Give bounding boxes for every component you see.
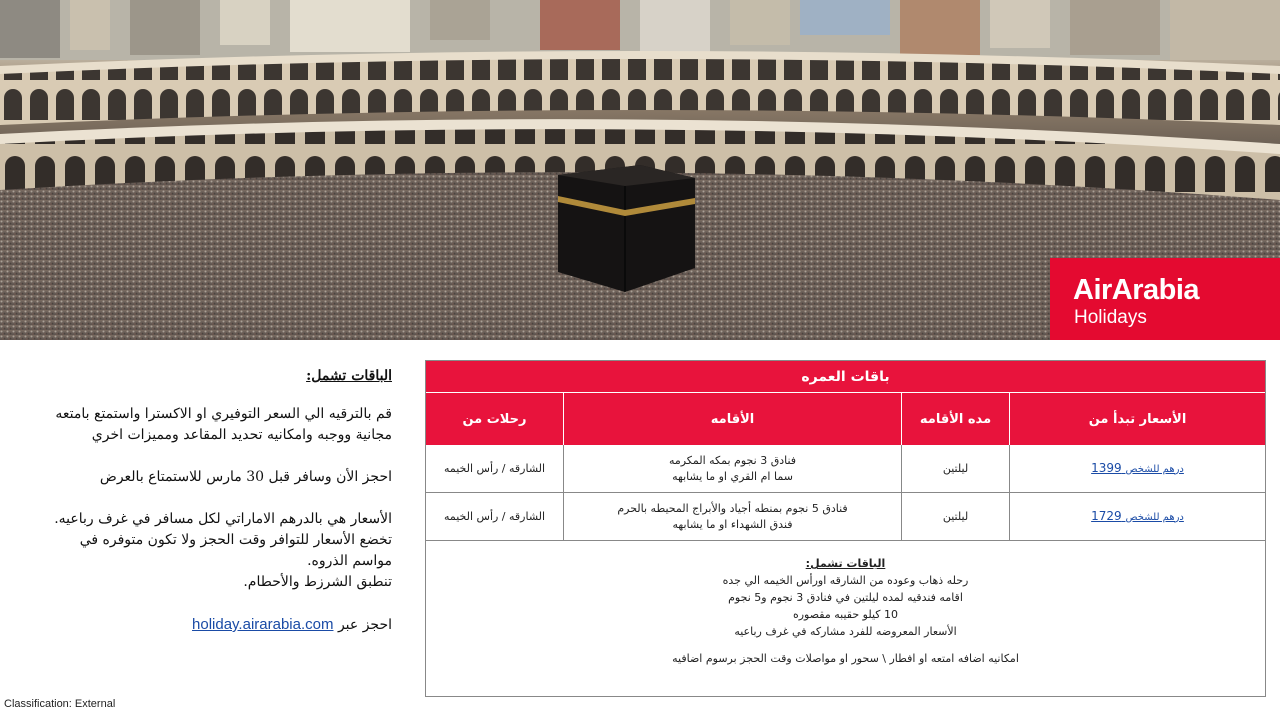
price-link[interactable]: 1399 درهم للشخص [1091, 460, 1184, 475]
stay-line-1: فنادق 5 نجوم بمنطه أجياد والأبراج المحيطه بالحرم [617, 501, 848, 515]
includes-heading: الباقات تشمل: [306, 368, 392, 384]
header-price: الأسعار تبدأ من [1009, 393, 1265, 445]
stay-line-2: فندق الشهداء او ما يشابهه [672, 517, 793, 531]
row-flights: الشارقه / رأس الخيمه [443, 509, 546, 523]
table-row [426, 445, 1265, 493]
include-item: اقامه فندقيه لمده ليلتين في فنادق 3 نجوم و5 نجوم [728, 591, 963, 604]
umrah-packages-table [425, 360, 1266, 697]
hero-image [0, 0, 1280, 340]
include-item: 10 كيلو حقيبه مقصوره [792, 608, 899, 621]
header-stay: الأقامه [563, 393, 901, 445]
row-flights: الشارقه / رأس الخيمه [443, 461, 546, 475]
booking-link[interactable]: holiday.airarabia.com [192, 616, 334, 633]
stay-line-1: فنادق 3 نجوم بمكه المكرمه [668, 453, 797, 467]
row-duration: ليلتين [901, 493, 1009, 540]
table-title: باقات العمره [426, 361, 1265, 393]
table-header-row [426, 393, 1265, 445]
brand-logo[interactable] [1050, 258, 1280, 340]
include-item: رحله ذهاب وعوده من الشارقه اورأس الخيمه الي جده [722, 574, 969, 587]
table-row [426, 493, 1265, 541]
book-via-label: احجز عبر [337, 617, 392, 633]
include-item: الأسعار المعروضه للفرد مشاركه في غرف رباعيه [734, 625, 957, 638]
classification-label: Classification: External [4, 698, 116, 710]
row-price[interactable] [1009, 445, 1265, 492]
package-includes [426, 541, 1265, 697]
terms-line-3: تنطبق الشرزط والأحطام. [243, 574, 392, 590]
brand-sub: Holidays [1074, 307, 1147, 328]
brand-name: AirArabia [1073, 274, 1200, 306]
row-stay [563, 445, 901, 492]
upgrade-text: قم بالترقيه الي السعر التوفيري او الاكسترا واستمتع بامتعه مجانية ووجبه وامكانيه تحديد المقاعد ومميزات اخري [55, 406, 392, 443]
terms-line-1: الأسعار هي بالدرهم الاماراتي لكل مسافر في غرف رباعيه. [54, 511, 392, 527]
book-now-text: احجز الأن وسافر قبل 30 مارس للاستمتاع بالعرض [99, 469, 392, 485]
header-flights: رحلات من [462, 411, 527, 427]
row-stay [563, 493, 901, 540]
header-duration: مده الأقامه [901, 393, 1009, 445]
book-via-line [40, 614, 392, 636]
extras-note: امكانيه اضافه امتعه او افطار \ سحور او مواصلات وقت الحجز برسوم اضافيه [672, 652, 1019, 665]
row-price[interactable] [1009, 493, 1265, 540]
terms-line-2: تخضع الأسعار للتوافر وقت الحجز ولا تكون متوفره في مواسم الذروه. [79, 532, 392, 569]
offer-details [40, 366, 392, 636]
price-link[interactable]: 1729 درهم للشخص [1091, 508, 1184, 523]
row-duration: ليلتين [901, 445, 1009, 492]
includes-table-heading: الباقات تشمل: [805, 557, 886, 570]
stay-line-2: سما ام القري او ما يشابهه [672, 469, 793, 483]
